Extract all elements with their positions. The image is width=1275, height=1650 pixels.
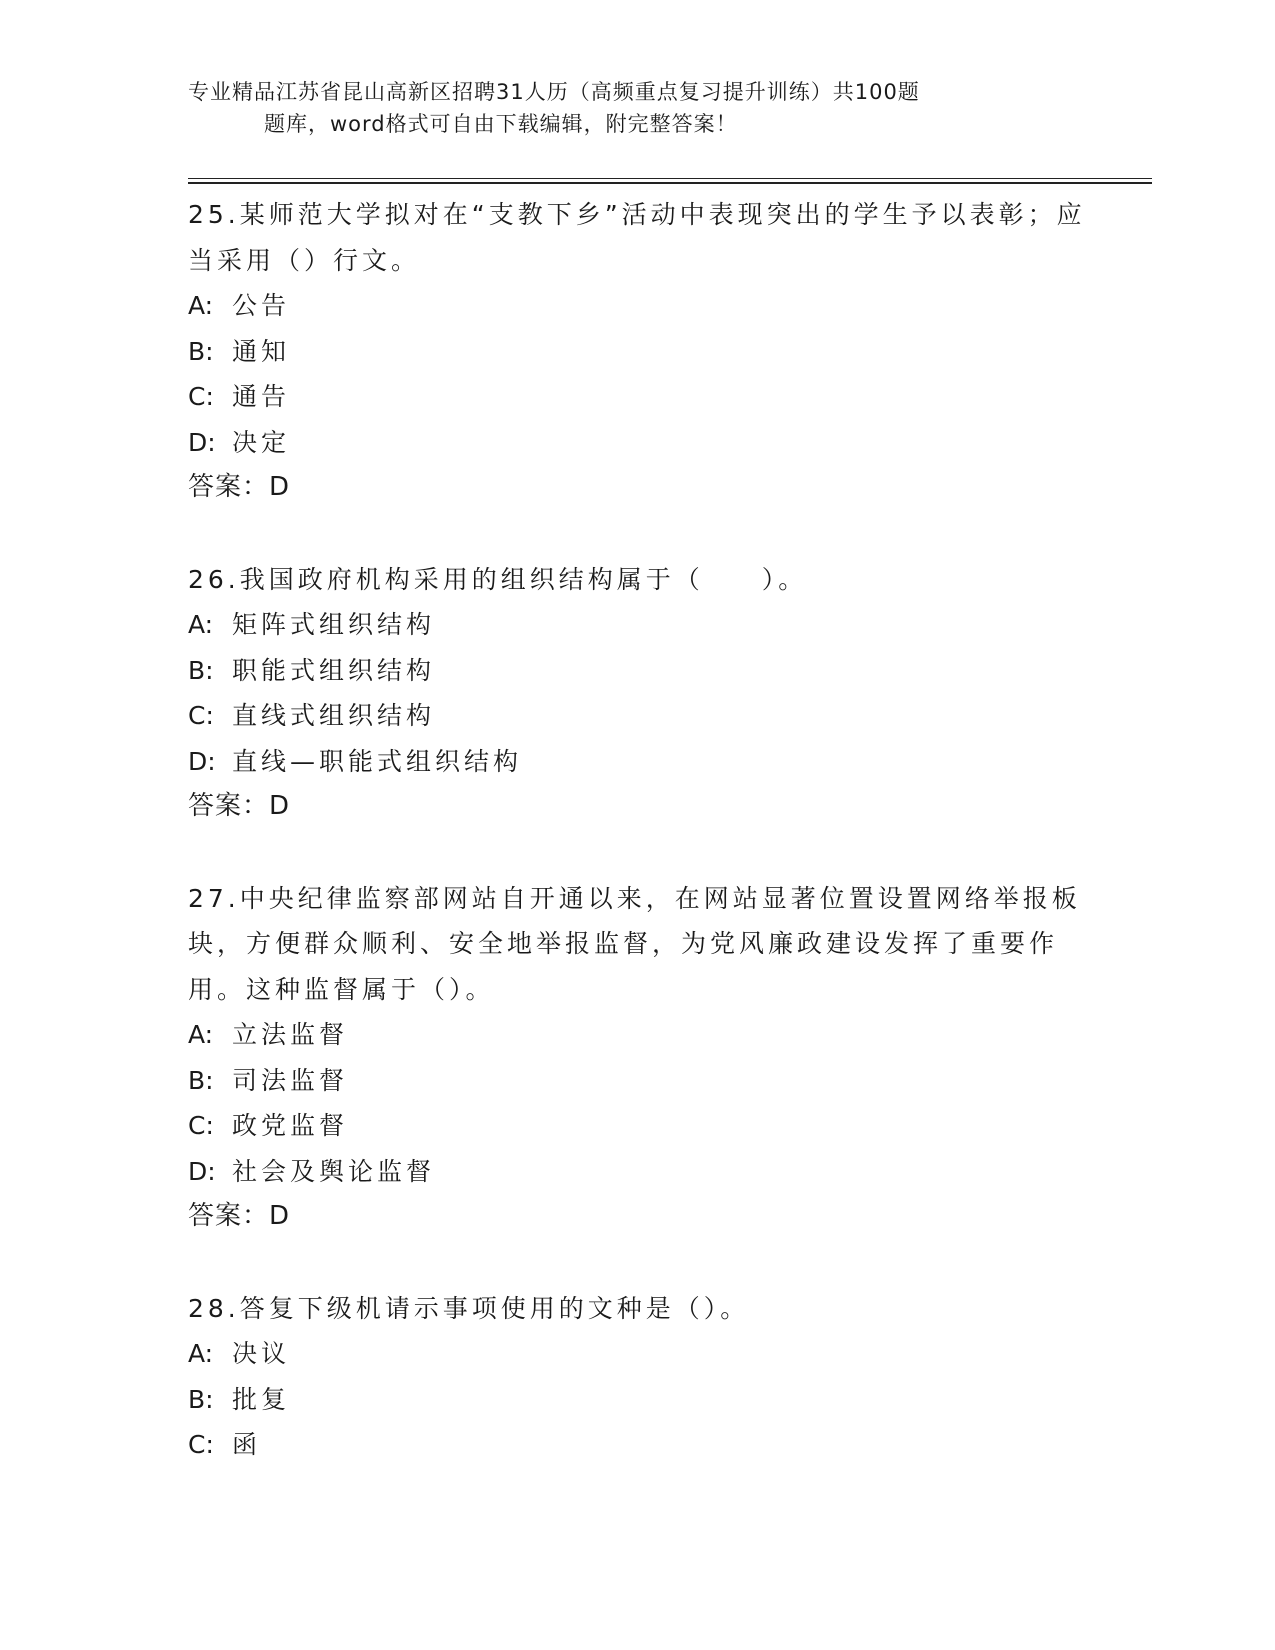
- header-title-line-2: 题库，word格式可自由下载编辑，附完整答案！: [264, 112, 738, 136]
- question-text: 28.答复下级机请示事项使用的文种是（）。: [188, 1293, 750, 1323]
- question-text: 27.中央纪律监察部网站自开通以来，在网站显著位置设置网络举报板块，方便群众顺利、安全地举报监督，为党风廉政建设发挥了重要作用。这种监督属于（）。: [188, 883, 1081, 1004]
- question-27: [188, 876, 1088, 1240]
- option-c: [188, 1103, 1088, 1149]
- option-key: C:: [188, 701, 214, 730]
- option-b: [188, 648, 1088, 694]
- option-key: B:: [188, 655, 214, 685]
- question-text: 26.我国政府机构采用的组织结构属于（ ）。: [188, 564, 808, 594]
- option-text: 矩阵式组织结构: [232, 610, 436, 639]
- option-text: 司法监督: [232, 1065, 349, 1095]
- option-key: A:: [188, 1339, 214, 1368]
- option-text: 直线式组织结构: [232, 701, 436, 730]
- option-text: 社会及舆论监督: [232, 1156, 436, 1186]
- header-divider-thin: [188, 178, 1152, 179]
- header-divider-thick: [188, 182, 1152, 184]
- option-c: [188, 693, 1088, 739]
- option-text: 公告: [232, 291, 291, 320]
- option-key: A:: [188, 291, 214, 320]
- option-text: 政党监督: [232, 1111, 349, 1140]
- option-a: [188, 283, 1088, 329]
- answer-line: 答案：D: [188, 1201, 291, 1231]
- document-header: [188, 76, 1088, 140]
- option-key: B:: [188, 1384, 214, 1414]
- question-28: [188, 1286, 1088, 1468]
- option-text: 决定: [232, 427, 291, 457]
- option-text: 批复: [232, 1384, 291, 1414]
- option-key: B:: [188, 1065, 214, 1095]
- option-d: [188, 1149, 1088, 1195]
- answer-line: 答案：D: [188, 791, 291, 821]
- option-text: 函: [232, 1430, 262, 1459]
- option-text: 通知: [232, 336, 291, 366]
- question-list: [188, 192, 1088, 1514]
- option-d: [188, 420, 1088, 466]
- option-text: 决议: [232, 1339, 291, 1368]
- option-key: C:: [188, 1111, 214, 1140]
- option-key: D:: [188, 746, 216, 776]
- option-c: [188, 374, 1088, 420]
- option-b: [188, 1377, 1088, 1423]
- option-a: [188, 602, 1088, 648]
- option-key: C:: [188, 382, 214, 411]
- question-text: 25.某师范大学拟对在“支教下乡”活动中表现突出的学生予以表彰；应当采用（）行文。: [188, 200, 1086, 275]
- option-text: 直线—职能式组织结构: [232, 746, 523, 776]
- option-key: A:: [188, 610, 214, 639]
- option-b: [188, 1058, 1088, 1104]
- option-key: D:: [188, 427, 216, 457]
- option-c: [188, 1422, 1088, 1468]
- option-text: 通告: [232, 382, 291, 411]
- question-26: [188, 557, 1088, 830]
- option-key: D:: [188, 1156, 216, 1186]
- option-a: [188, 1012, 1088, 1058]
- question-25: [188, 192, 1088, 511]
- option-d: [188, 739, 1088, 785]
- option-key: B:: [188, 336, 214, 366]
- option-text: 职能式组织结构: [232, 655, 436, 685]
- option-key: A:: [188, 1020, 214, 1049]
- option-a: [188, 1331, 1088, 1377]
- header-title-line-1: 专业精品江苏省昆山高新区招聘31人历（高频重点复习提升训练）共100题: [188, 80, 920, 104]
- option-text: 立法监督: [232, 1020, 349, 1049]
- option-b: [188, 329, 1088, 375]
- option-key: C:: [188, 1430, 214, 1459]
- answer-line: 答案：D: [188, 472, 291, 502]
